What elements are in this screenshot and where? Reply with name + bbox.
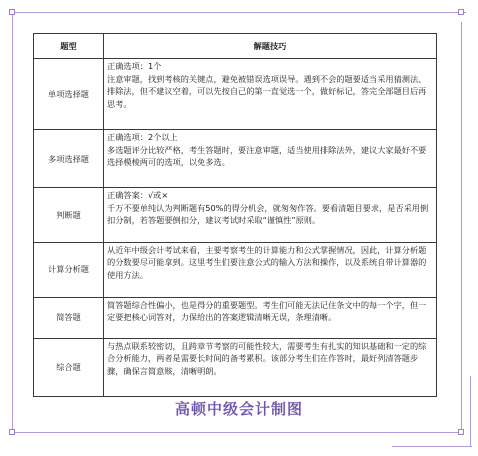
header-tips: 解题技巧 bbox=[104, 34, 437, 59]
tip-line: 多选题评分比较严格，考生答题时，要注意审题，适当使用排除法外，建议大家最好不要选择模棱两可的选项，以免多选。 bbox=[107, 144, 427, 168]
row-type: 综合题 bbox=[34, 338, 104, 396]
tip-line: 正确选项：1个 bbox=[107, 61, 162, 71]
tip-line: 正确选项：2个以上 bbox=[107, 132, 178, 143]
frame-bottom-line bbox=[12, 432, 462, 433]
header-type: 题型 bbox=[34, 34, 104, 59]
table-row-multi-choice bbox=[34, 130, 437, 188]
table-header-row bbox=[34, 34, 437, 59]
row-type: 单项选择题 bbox=[34, 59, 104, 130]
row-type: 简答题 bbox=[34, 297, 104, 338]
table-row-true-false bbox=[34, 188, 437, 242]
frame-top-line bbox=[12, 12, 466, 13]
row-tips bbox=[104, 188, 437, 242]
row-tips bbox=[104, 297, 437, 338]
frame-corner-top-right bbox=[458, 9, 464, 15]
table-row-comprehensive bbox=[34, 338, 437, 396]
row-tips bbox=[104, 130, 437, 188]
brand-caption: 高顿中级会计制图 bbox=[174, 400, 303, 418]
tip-line: 从近年中级会计考试来看，主要考察考生的计算能力和公式掌握情况，因此，计算分析题的分数要尽可能拿到。这里考生们要注意公式的输入方法和操作，以及系统自带计算器的使用方法。 bbox=[107, 244, 427, 280]
frame-corner-top-left bbox=[9, 9, 15, 15]
frame-right-line bbox=[461, 22, 462, 432]
row-type: 多项选择题 bbox=[34, 130, 104, 188]
frame-left-line bbox=[12, 12, 13, 432]
exam-tips-table bbox=[33, 33, 437, 397]
tip-line: 与热点联系较密切，且跨章节考察的可能性较大，需要考生有扎实的知识基础和一定的综合分析能力，两者是需要长时间的备考累积。该部分考生们在作答时，最好列清答题步骤，确保言简意赅，清晰明朗。 bbox=[107, 340, 427, 376]
tip-line: 正确答案：√或× bbox=[107, 190, 169, 201]
row-tips bbox=[104, 338, 437, 396]
table-row-single-choice bbox=[34, 59, 437, 130]
frame-corner-bottom-left bbox=[9, 429, 15, 435]
row-type: 计算分析题 bbox=[34, 242, 104, 297]
tip-line: 注意审题，找到考核的关键点，避免被错误选项误导。遇到不会的题要适当采用猜测法、排除法，但不建议空着，可以先按自己的第一直觉选一个，做好标记，答完全部题目后再思考。 bbox=[107, 73, 427, 109]
tips-sheet bbox=[33, 33, 437, 397]
tip-line: 千万不要单纯认为判断题有50%的得分机会，就匆匆作答。要看清题目要求，是否采用倒扣分制，若答题要倒扣分，建议考试时采取“谨慎性”原则。 bbox=[107, 202, 429, 226]
table-row-short-answer bbox=[34, 297, 437, 338]
table-row-calculation bbox=[34, 242, 437, 297]
row-type: 判断题 bbox=[34, 188, 104, 242]
row-tips bbox=[104, 59, 437, 130]
frame-bottom-accent bbox=[392, 446, 472, 447]
tip-line: 简答题综合性偏小，也是得分的重要题型。考生们可能无法记住条文中的每一个字，但一定要把核心词答对，力保给出的答案逻辑清晰无误，条理清晰。 bbox=[107, 299, 427, 323]
row-tips bbox=[104, 242, 437, 297]
frame-corner-bottom-right bbox=[458, 429, 464, 435]
